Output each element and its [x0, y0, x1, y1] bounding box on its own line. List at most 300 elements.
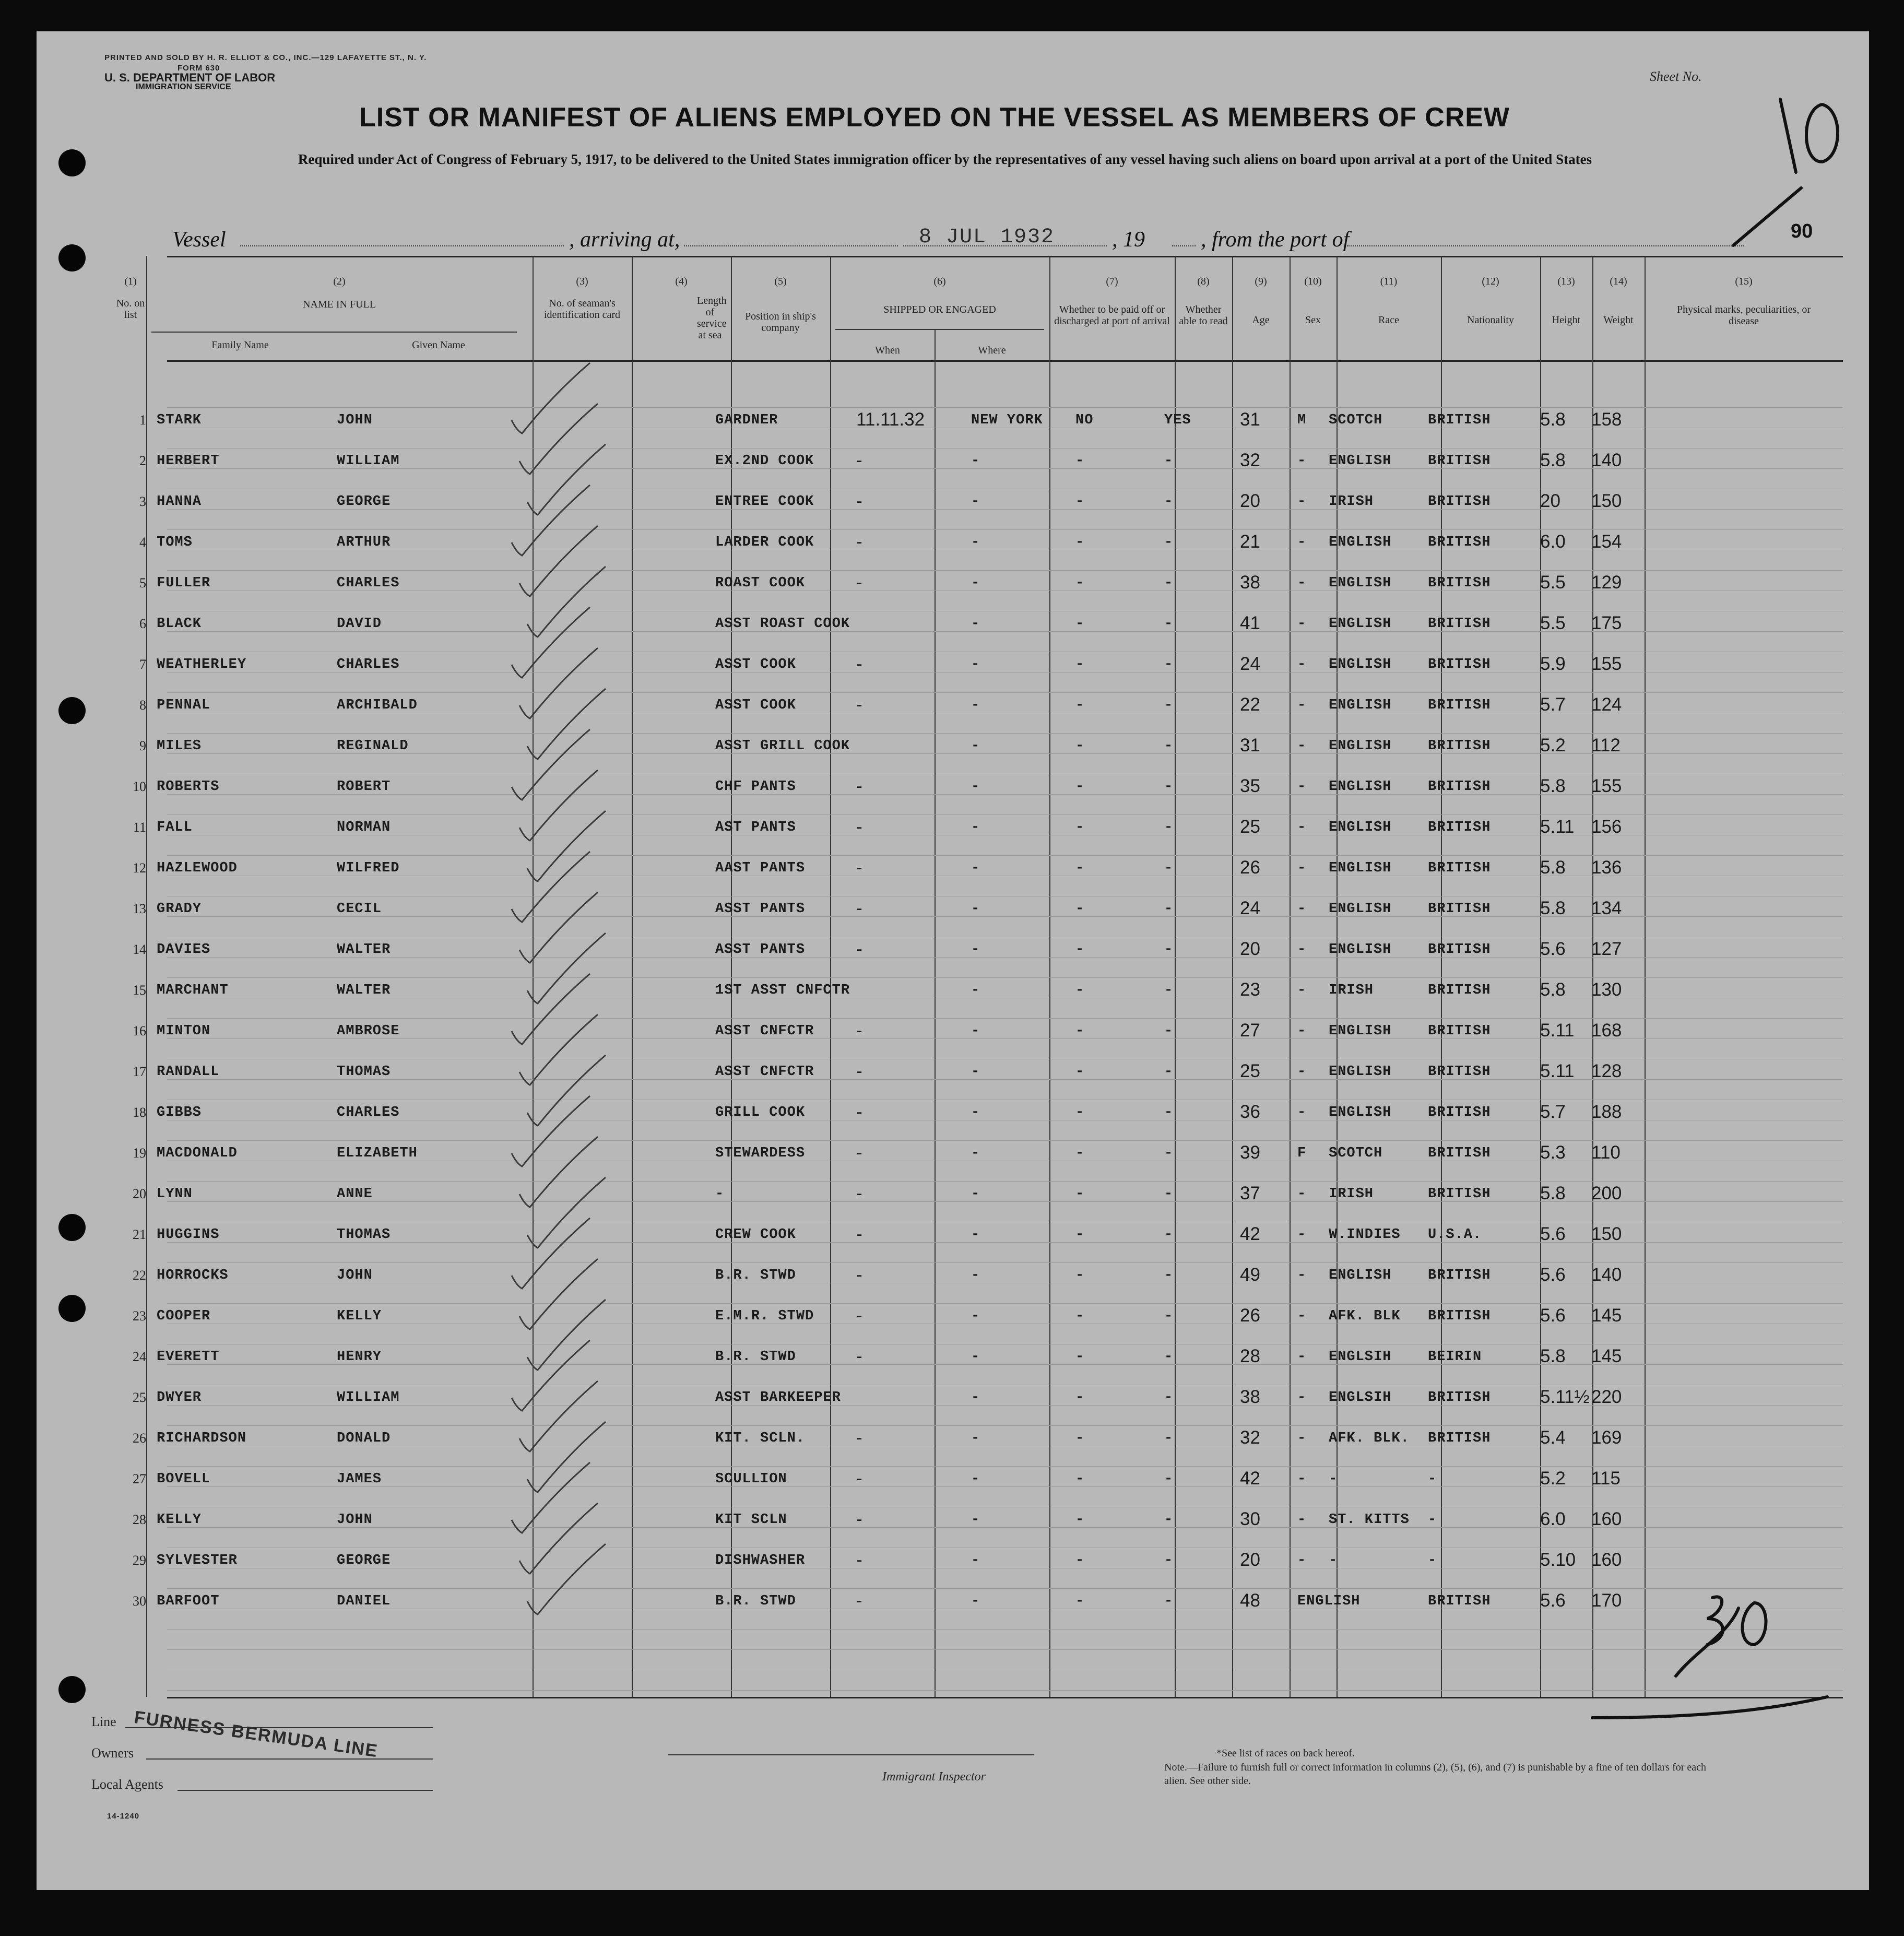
- cell-family-name: DAVIES: [157, 942, 211, 958]
- column-divider: [1441, 256, 1442, 1697]
- cell-weight: 155: [1591, 654, 1622, 674]
- cell-family-name: HANNA: [157, 494, 202, 510]
- cell-shipped-when: -: [856, 694, 862, 715]
- cell-family-name: RICHARDSON: [157, 1431, 247, 1446]
- cell-paid-off: -: [1075, 1390, 1085, 1406]
- cell-nationality: -: [1428, 1471, 1437, 1487]
- cell-paid-off: -: [1075, 1308, 1085, 1324]
- cell-height: 5.6: [1540, 1265, 1566, 1285]
- cell-number: 24: [133, 1349, 146, 1364]
- cell-age: 30: [1240, 1509, 1260, 1529]
- col-head-position: Position in ship's company: [745, 311, 816, 334]
- column-divider: [1645, 256, 1646, 1697]
- cell-given-name: REGINALD: [337, 738, 409, 754]
- cell-sex: F: [1297, 1146, 1307, 1161]
- cell-weight: 160: [1591, 1550, 1622, 1570]
- ruled-line: [167, 1649, 1843, 1650]
- cell-position: B.R. STWD: [715, 1268, 796, 1283]
- cell-nationality: BRITISH: [1428, 535, 1491, 550]
- cell-number: 18: [133, 1105, 146, 1120]
- cell-age: 26: [1240, 1305, 1260, 1326]
- cell-height: 5.6: [1540, 1305, 1566, 1326]
- cell-given-name: DANIEL: [337, 1593, 391, 1609]
- inspector-label: Immigrant Inspector: [882, 1770, 986, 1784]
- cell-shipped-when: -: [856, 898, 862, 918]
- cell-age: 37: [1240, 1183, 1260, 1203]
- col-head-id-card: No. of seaman's identification card: [543, 298, 621, 321]
- cell-number: 3: [139, 494, 146, 509]
- check-mark: [512, 1096, 590, 1166]
- cell-given-name: THOMAS: [337, 1227, 391, 1243]
- cell-age: 42: [1240, 1468, 1260, 1489]
- cell-weight: 130: [1591, 979, 1622, 1000]
- cell-shipped-when: -: [856, 1142, 862, 1163]
- cell-race: ENGLISH: [1329, 942, 1392, 958]
- cell-shipped-when: -: [856, 1224, 862, 1244]
- cell-able-to-read: -: [1164, 1146, 1174, 1161]
- cell-paid-off: -: [1075, 983, 1085, 998]
- cell-sex: -: [1297, 1308, 1307, 1324]
- cell-age: 36: [1240, 1102, 1260, 1122]
- cell-weight: 154: [1591, 532, 1622, 552]
- from-port-field: [1347, 245, 1744, 246]
- cell-position: ASST CNFCTR: [715, 1023, 814, 1039]
- cell-family-name: ROBERTS: [157, 779, 220, 795]
- column-number: (13): [1557, 276, 1575, 287]
- cell-family-name: MILES: [157, 738, 202, 754]
- cell-height: 5.10: [1540, 1550, 1576, 1570]
- cell-number: 12: [133, 860, 146, 876]
- cell-number: 23: [133, 1308, 146, 1324]
- cell-nationality: BRITISH: [1428, 453, 1491, 469]
- column-number: (4): [675, 276, 688, 287]
- cell-number: 4: [139, 535, 146, 550]
- cell-age: 41: [1240, 613, 1260, 633]
- cell-sex: -: [1297, 1553, 1307, 1568]
- cell-paid-off: -: [1075, 535, 1085, 550]
- cell-able-to-read: -: [1164, 1308, 1174, 1324]
- footer-form-number: 14-1240: [107, 1812, 140, 1821]
- cell-able-to-read: -: [1164, 1471, 1174, 1487]
- cell-given-name: ARCHIBALD: [337, 698, 418, 713]
- cell-able-to-read: -: [1164, 860, 1174, 876]
- cell-height: 5.8: [1540, 409, 1566, 430]
- check-mark: [519, 892, 598, 963]
- cell-age: 39: [1240, 1142, 1260, 1163]
- cell-position: ASST COOK: [715, 698, 796, 713]
- cell-nationality: BRITISH: [1428, 901, 1491, 917]
- cell-nationality: BRITISH: [1428, 1146, 1491, 1161]
- cell-shipped-when: -: [856, 1061, 862, 1081]
- column-number: (5): [774, 276, 787, 287]
- cell-number: 14: [133, 942, 146, 957]
- cell-sex: -: [1297, 1227, 1307, 1243]
- column-divider: [632, 256, 633, 1697]
- check-mark: [527, 566, 606, 637]
- cell-height: 5.11½: [1540, 1387, 1590, 1407]
- cell-age: 28: [1240, 1346, 1260, 1366]
- cell-shipped-when: -: [856, 1590, 862, 1611]
- cell-given-name: ELIZABETH: [337, 1146, 418, 1161]
- cell-able-to-read: -: [1164, 983, 1174, 998]
- cell-paid-off: -: [1075, 1023, 1085, 1039]
- check-mark: [512, 363, 590, 433]
- cell-height: 5.6: [1540, 1590, 1566, 1611]
- punch-hole: [58, 1214, 86, 1241]
- cell-family-name: RANDALL: [157, 1064, 220, 1080]
- cell-paid-off: -: [1075, 1268, 1085, 1283]
- cell-number: 11: [133, 820, 146, 835]
- service-name: IMMIGRATION SERVICE: [136, 82, 231, 91]
- cell-height: 5.8: [1540, 857, 1566, 878]
- cell-nationality: -: [1428, 1512, 1437, 1528]
- cell-nationality: BRITISH: [1428, 1064, 1491, 1080]
- check-mark: [527, 1544, 606, 1614]
- cell-shipped-where: -: [971, 1390, 980, 1406]
- name-subrule: [151, 332, 517, 333]
- cell-age: 38: [1240, 1387, 1260, 1407]
- cell-height: 5.7: [1540, 694, 1566, 715]
- cell-given-name: CHARLES: [337, 575, 400, 591]
- cell-race: ENGLISH: [1329, 1023, 1392, 1039]
- check-mark: [512, 1462, 590, 1533]
- cell-race: ENGLISH: [1329, 901, 1392, 917]
- cell-given-name: WILLIAM: [337, 1390, 400, 1406]
- cell-sex: -: [1297, 575, 1307, 591]
- cell-position: GRILL COOK: [715, 1105, 806, 1120]
- cell-family-name: MARCHANT: [157, 983, 229, 998]
- cell-family-name: LYNN: [157, 1186, 193, 1202]
- cell-weight: 124: [1591, 694, 1622, 715]
- cell-number: 5: [139, 575, 146, 591]
- cell-nationality: BRITISH: [1428, 575, 1491, 591]
- cell-sex: -: [1297, 1186, 1307, 1202]
- cell-nationality: BRITISH: [1428, 494, 1491, 510]
- ruled-line: [167, 733, 1843, 734]
- cell-shipped-when: -: [856, 1509, 862, 1529]
- cell-race: -: [1329, 1553, 1338, 1568]
- check-mark: [512, 607, 590, 678]
- column-number: (2): [333, 276, 346, 287]
- ruled-line: [167, 814, 1843, 815]
- from-port-label: , from the port of: [1201, 228, 1350, 252]
- ruled-line: [167, 1140, 1843, 1141]
- cell-race: ENGLISH: [1329, 657, 1392, 672]
- ruled-line: [167, 855, 1843, 856]
- cell-position: ASST ROAST COOK: [715, 616, 850, 632]
- cell-number: 22: [133, 1268, 146, 1283]
- cell-family-name: COOPER: [157, 1308, 211, 1324]
- cell-able-to-read: -: [1164, 1023, 1174, 1039]
- column-divider: [1049, 256, 1050, 1697]
- cell-given-name: CECIL: [337, 901, 382, 917]
- check-mark: [512, 1340, 590, 1411]
- check-mark: [527, 1300, 606, 1370]
- cell-weight: 115: [1591, 1468, 1621, 1489]
- cell-given-name: DONALD: [337, 1431, 391, 1446]
- table-bottom-rule: [167, 1697, 1843, 1698]
- cell-weight: 112: [1591, 735, 1621, 755]
- cell-number: 10: [133, 779, 146, 794]
- cell-weight: 150: [1591, 491, 1622, 511]
- check-mark: [527, 811, 606, 881]
- cell-weight: 134: [1591, 898, 1622, 918]
- column-number: (12): [1482, 276, 1499, 287]
- cell-family-name: HORROCKS: [157, 1268, 229, 1283]
- punch-hole: [58, 244, 86, 271]
- check-mark: [519, 648, 598, 718]
- cell-nationality: BRITISH: [1428, 1186, 1491, 1202]
- cell-paid-off: -: [1075, 1431, 1085, 1446]
- cell-position: ASST PANTS: [715, 942, 806, 958]
- ruled-line: [167, 1425, 1843, 1426]
- col-head-marks: Physical marks, peculiarities, or disease: [1676, 304, 1811, 327]
- cell-shipped-when: -: [856, 1305, 862, 1326]
- cell-able-to-read: -: [1164, 616, 1174, 632]
- cell-sex: -: [1297, 820, 1307, 835]
- cell-shipped-when: -: [856, 817, 862, 837]
- date-field: [903, 245, 1107, 246]
- year-field: [1172, 245, 1196, 246]
- ruled-line: [167, 1181, 1843, 1182]
- cell-race: ENGLISH: [1329, 453, 1392, 469]
- col-head-height: Height: [1552, 314, 1581, 326]
- cell-weight: 145: [1591, 1305, 1622, 1326]
- cell-height: 5.8: [1540, 1346, 1566, 1366]
- cell-position: STEWARDESS: [715, 1146, 806, 1161]
- cell-shipped-where: -: [971, 1553, 980, 1568]
- ruled-line: [167, 1588, 1843, 1589]
- cell-paid-off: -: [1075, 1593, 1085, 1609]
- cell-family-name: BLACK: [157, 616, 202, 632]
- check-mark: [512, 729, 590, 800]
- cell-position: KIT. SCLN.: [715, 1431, 806, 1446]
- cell-paid-off: -: [1075, 901, 1085, 917]
- cell-race: ENGLSIH: [1329, 1390, 1392, 1406]
- cell-height: 5.6: [1540, 1224, 1566, 1244]
- column-number: (10): [1304, 276, 1322, 287]
- cell-able-to-read: -: [1164, 1227, 1174, 1243]
- cell-paid-off: -: [1075, 698, 1085, 713]
- column-number: (14): [1610, 276, 1627, 287]
- cell-nationality: BRITISH: [1428, 738, 1491, 754]
- cell-nationality: BRITISH: [1428, 1593, 1491, 1609]
- cell-shipped-where: -: [971, 1023, 980, 1039]
- column-divider: [935, 329, 936, 1697]
- cell-nationality: BRITISH: [1428, 698, 1491, 713]
- cell-shipped-where: -: [971, 901, 980, 917]
- check-mark: [519, 1381, 598, 1451]
- check-mark: [512, 1218, 590, 1289]
- ruled-line: [167, 1262, 1843, 1263]
- cell-height: 5.8: [1540, 1183, 1566, 1203]
- cell-paid-off: -: [1075, 575, 1085, 591]
- ruled-line: [167, 977, 1843, 978]
- cell-paid-off: -: [1075, 820, 1085, 835]
- cell-number: 21: [133, 1227, 146, 1242]
- cell-paid-off: -: [1075, 1471, 1085, 1487]
- cell-given-name: CHARLES: [337, 1105, 400, 1120]
- cell-weight: 155: [1591, 776, 1622, 796]
- cell-weight: 160: [1591, 1509, 1622, 1529]
- col-head-weight: Weight: [1603, 314, 1634, 326]
- cell-number: 13: [133, 901, 146, 916]
- col-head-read: Whether able to read: [1179, 304, 1228, 327]
- cell-shipped-when: -: [856, 532, 862, 552]
- cell-paid-off: -: [1075, 1186, 1085, 1202]
- vessel-field: [240, 245, 564, 246]
- column-number: (6): [933, 276, 946, 287]
- punch-hole: [58, 697, 86, 724]
- cell-shipped-when: -: [856, 1468, 862, 1489]
- cell-height: 5.5: [1540, 572, 1566, 593]
- cell-able-to-read: -: [1164, 1064, 1174, 1080]
- cell-given-name: AMBROSE: [337, 1023, 400, 1039]
- col-head-no: No. on list: [116, 298, 145, 321]
- cell-position: ASST COOK: [715, 657, 796, 672]
- cell-paid-off: -: [1075, 657, 1085, 672]
- cell-shipped-where: -: [971, 1512, 980, 1528]
- cell-shipped-where: -: [971, 1268, 980, 1283]
- check-mark: [512, 485, 590, 556]
- cell-height: 5.9: [1540, 654, 1566, 674]
- footer-agents-label: Local Agents: [91, 1777, 163, 1792]
- cell-family-name: FALL: [157, 820, 193, 835]
- column-number: (7): [1106, 276, 1118, 287]
- cell-paid-off: -: [1075, 779, 1085, 795]
- column-divider: [1290, 256, 1291, 1697]
- ruled-line: [167, 1303, 1843, 1304]
- check-mark: [527, 933, 606, 1004]
- penalty-note: Note.—Failure to furnish full or correct information in columns (2), (5), (6), and (7) is punishable by a fine of ten dollars for each alien. See other side.: [1164, 1762, 1707, 1787]
- cell-height: 5.5: [1540, 613, 1566, 633]
- cell-sex: -: [1297, 453, 1307, 469]
- cell-family-name: MINTON: [157, 1023, 211, 1039]
- cell-weight: 156: [1591, 817, 1622, 837]
- ruled-line: [167, 1018, 1843, 1019]
- cell-given-name: THOMAS: [337, 1064, 391, 1080]
- check-mark: [519, 1137, 598, 1207]
- cell-paid-off: -: [1075, 1512, 1085, 1528]
- ruled-line: [167, 570, 1843, 571]
- cell-age: 24: [1240, 898, 1260, 918]
- cell-shipped-when: -: [856, 654, 862, 674]
- cell-shipped-when: -: [856, 450, 862, 470]
- page-title: LIST OR MANIFEST OF ALIENS EMPLOYED ON THE VESSEL AS MEMBERS OF CREW: [359, 102, 1510, 133]
- cell-nationality: BRITISH: [1428, 779, 1491, 795]
- cell-position: B.R. STWD: [715, 1593, 796, 1609]
- ruled-line: [167, 1466, 1843, 1467]
- check-mark: [527, 444, 606, 515]
- cell-height: 5.4: [1540, 1427, 1566, 1448]
- cell-shipped-where: -: [971, 1146, 980, 1161]
- cell-shipped-where: -: [971, 1227, 980, 1243]
- cell-shipped-where: -: [971, 860, 980, 876]
- ruled-line: [167, 529, 1843, 530]
- cell-height: 5.8: [1540, 898, 1566, 918]
- cell-nationality: -: [1428, 1553, 1437, 1568]
- ruled-line: [167, 1690, 1843, 1691]
- cell-weight: 220: [1591, 1387, 1622, 1407]
- ruled-line: [167, 692, 1843, 693]
- cell-shipped-when: -: [856, 1550, 862, 1570]
- header-top-rule: [167, 256, 1843, 257]
- cell-race: ENGLISH: [1329, 698, 1392, 713]
- col-head-race: Race: [1378, 314, 1399, 326]
- cell-paid-off: -: [1075, 860, 1085, 876]
- col-head-given-name: Given Name: [412, 339, 465, 351]
- inspector-signature-line: [668, 1754, 1034, 1755]
- cell-paid-off: -: [1075, 1349, 1085, 1365]
- arrival-date-stamp: 8 JUL 1932: [919, 226, 1055, 249]
- cell-number: 17: [133, 1064, 146, 1079]
- col-head-name: NAME IN FULL: [303, 299, 376, 310]
- arriving-field: [684, 245, 898, 246]
- cell-race: AFK. BLK.: [1329, 1431, 1410, 1446]
- cell-nationality: BRITISH: [1428, 1268, 1491, 1283]
- cell-race: ENGLISH: [1329, 575, 1392, 591]
- cell-shipped-where: -: [971, 575, 980, 591]
- cell-age: 35: [1240, 776, 1260, 796]
- cell-number: 20: [133, 1186, 146, 1201]
- cell-family-name: STARK: [157, 412, 202, 428]
- cell-age: 25: [1240, 1061, 1260, 1081]
- cell-sex: -: [1297, 779, 1307, 795]
- cell-paid-off: -: [1075, 494, 1085, 510]
- cell-height: 6.0: [1540, 1509, 1566, 1529]
- cell-position: B.R. STWD: [715, 1349, 796, 1365]
- cell-weight: 145: [1591, 1346, 1622, 1366]
- cell-paid-off: -: [1075, 1227, 1085, 1243]
- cell-given-name: WALTER: [337, 983, 391, 998]
- cell-shipped-where: -: [971, 1105, 980, 1120]
- cell-age: 31: [1240, 409, 1260, 430]
- cell-weight: 158: [1591, 409, 1622, 430]
- cell-shipped-when: -: [856, 1346, 862, 1366]
- manifest-sheet: [37, 31, 1869, 1890]
- cell-family-name: GIBBS: [157, 1105, 202, 1120]
- cell-shipped-where: -: [971, 983, 980, 998]
- punch-hole: [58, 149, 86, 176]
- cell-able-to-read: -: [1164, 535, 1174, 550]
- cell-height: 5.11: [1540, 817, 1575, 837]
- cell-nationality: BRITISH: [1428, 657, 1491, 672]
- cell-sex: -: [1297, 1349, 1307, 1365]
- cell-race: AFK. BLK: [1329, 1308, 1401, 1324]
- arriving-label: , arriving at,: [569, 228, 680, 252]
- cell-shipped-when: -: [856, 1265, 862, 1285]
- cell-shipped-where: NEW YORK: [971, 412, 1043, 428]
- cell-sex: -: [1297, 1105, 1307, 1120]
- cell-paid-off: -: [1075, 1105, 1085, 1120]
- cell-age: 20: [1240, 1550, 1260, 1570]
- column-number: (3): [576, 276, 588, 287]
- cell-age: 32: [1240, 1427, 1260, 1448]
- check-mark: [512, 974, 590, 1044]
- punch-hole: [58, 1676, 86, 1703]
- cell-position: KIT SCLN: [715, 1512, 787, 1528]
- cell-given-name: GEORGE: [337, 494, 391, 510]
- cell-weight: 140: [1591, 1265, 1622, 1285]
- cell-nationality: BRITISH: [1428, 616, 1491, 632]
- col-head-paid-off: Whether to be paid off or discharged at port of arrival: [1054, 304, 1170, 327]
- cell-given-name: JOHN: [337, 1268, 373, 1283]
- cell-shipped-where: -: [971, 698, 980, 713]
- cell-family-name: EVERETT: [157, 1349, 220, 1365]
- cell-able-to-read: -: [1164, 1268, 1174, 1283]
- cell-able-to-read: -: [1164, 1593, 1174, 1609]
- cell-age: 31: [1240, 735, 1260, 755]
